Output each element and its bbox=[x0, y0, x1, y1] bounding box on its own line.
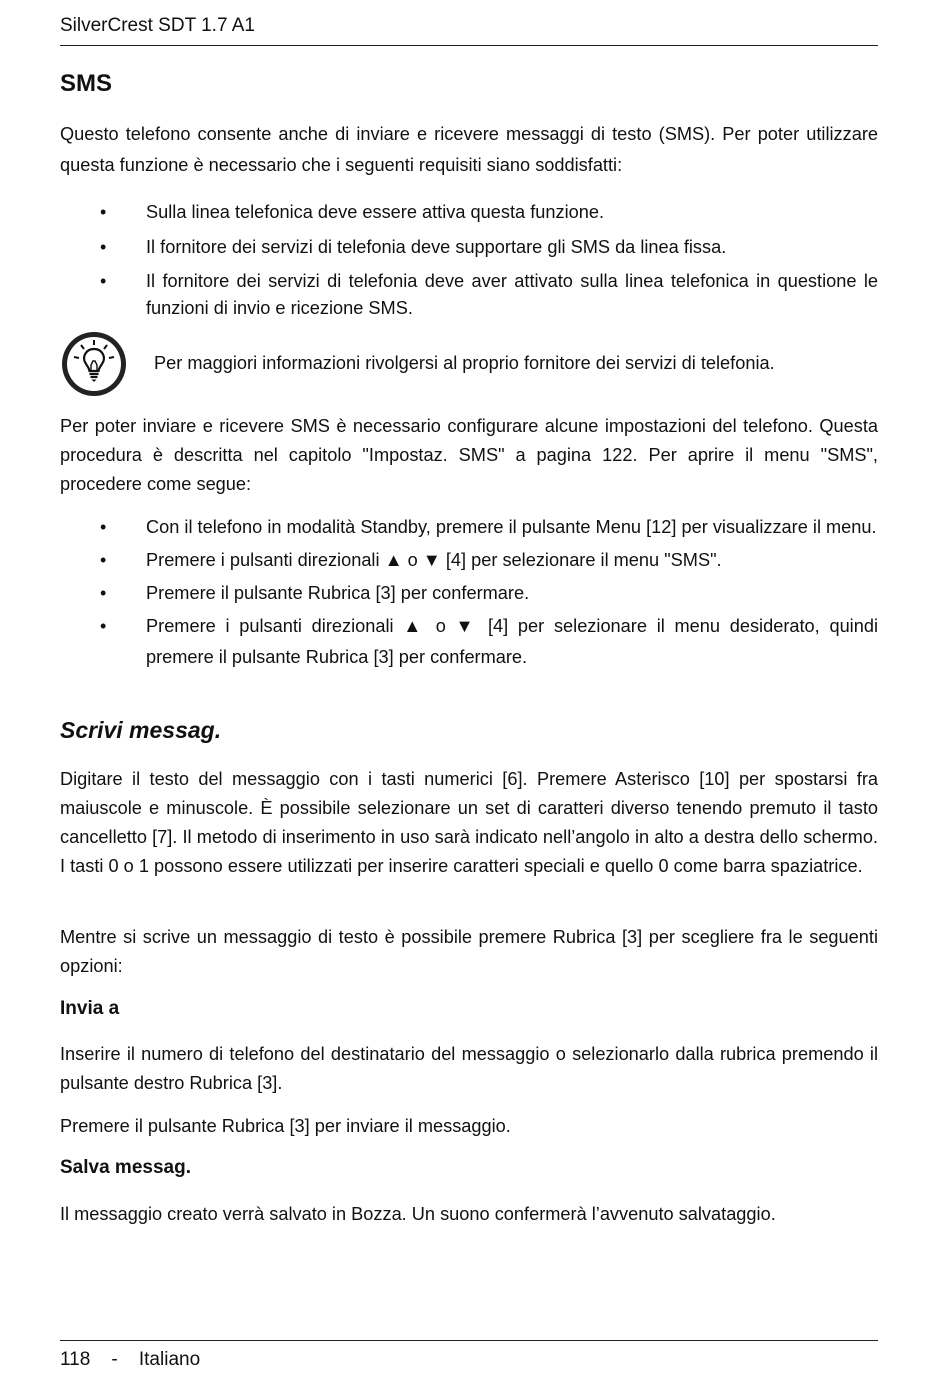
tip-box bbox=[60, 330, 878, 400]
config-paragraph: Per poter inviare e ricevere SMS è necessario configurare alcune impostazioni del telefono. Questa procedura è descritta nel capitolo "Impostaz. SMS" a pagina 122. Per aprire il menu "SMS", procedere come segue: bbox=[60, 416, 878, 494]
send-paragraph: Inserire il numero di telefono del destinatario del messaggio o selezionarlo dalla rubrica premendo il pulsante destro Rubrica [3]. bbox=[60, 1044, 878, 1093]
list-item-text: Il fornitore dei servizi di telefonia deve supportare gli SMS da linea fissa. bbox=[146, 237, 727, 257]
page-number: 118 bbox=[60, 1349, 91, 1370]
page-header bbox=[60, 12, 878, 46]
intro-paragraph: Questo telefono consente anche di inviare e ricevere messaggi di testo (SMS). Per poter utilizzare questa funzione è necessario che i seguenti requisiti siano soddisfatti: bbox=[60, 124, 878, 175]
list-item bbox=[60, 233, 878, 262]
write-paragraph: Digitare il testo del messaggio con i tasti numerici [6]. Premere Asterisco [10] per spostarsi fra maiuscole e minuscole. È possibile selezionare un set di caratteri diverso tenendo premuto il tasto cancelletto [7]. Il metodo di inserimento in uso sarà indicato nell’angolo in alto a destra dello schermo. I tasti 0 o 1 possono essere utilizzati per inserire caratteri speciali e quello 0 come barra spaziatrice. bbox=[60, 769, 878, 876]
list-item-text: Premere i pulsanti direzionali ▲ o ▼ [4] per selezionare il menu desiderato, quindi premere il pulsante Rubrica [3] per confermare. bbox=[146, 616, 878, 667]
steps-list bbox=[60, 512, 878, 673]
list-item bbox=[60, 198, 878, 227]
list-item bbox=[60, 545, 878, 576]
options-paragraph: Mentre si scrive un messaggio di testo è possibile premere Rubrica [3] per scegliere fra le seguenti opzioni: bbox=[60, 927, 878, 976]
send-confirm-paragraph: Premere il pulsante Rubrica [3] per inviare il messaggio. bbox=[60, 1116, 511, 1136]
list-item-text: Premere i pulsanti direzionali ▲ o ▼ [4] per selezionare il menu "SMS". bbox=[146, 550, 722, 570]
list-item-text: Premere il pulsante Rubrica [3] per confermare. bbox=[146, 583, 530, 603]
bullet: • bbox=[100, 237, 107, 257]
requirements-list bbox=[60, 198, 878, 322]
section-heading-sms: SMS bbox=[60, 70, 113, 97]
list-item-text: Con il telefono in modalità Standby, premere il pulsante Menu [12] per visualizzare il menu. bbox=[146, 517, 877, 537]
bullet: • bbox=[100, 202, 107, 222]
list-item-text: Sulla linea telefonica deve essere attiva questa funzione. bbox=[146, 202, 605, 222]
tip-text: Per maggiori informazioni rivolgersi al proprio fornitore dei servizi di telefonia. bbox=[154, 353, 775, 373]
list-item bbox=[60, 578, 878, 609]
section-heading-scrivi-messag: Scrivi messag. bbox=[60, 717, 222, 743]
save-paragraph: Il messaggio creato verrà salvato in Bozza. Un suono confermerà l’avvenuto salvataggio. bbox=[60, 1204, 776, 1224]
bullet: • bbox=[100, 616, 107, 636]
list-item bbox=[60, 512, 878, 543]
lightbulb-icon bbox=[60, 330, 128, 398]
bullet: • bbox=[100, 550, 107, 570]
header-title: SilverCrest SDT 1.7 A1 bbox=[60, 15, 256, 36]
bullet: • bbox=[100, 517, 107, 537]
list-item-text: Il fornitore dei servizi di telefonia deve aver attivato sulla linea telefonica in questione le funzioni di invio e ricezione SMS. bbox=[146, 271, 878, 318]
subheading-salva-messag: Salva messag. bbox=[60, 1157, 191, 1178]
bullet: • bbox=[100, 583, 107, 603]
footer-language: Italiano bbox=[138, 1349, 201, 1370]
bullet: • bbox=[100, 271, 107, 291]
list-item bbox=[60, 268, 878, 322]
subheading-invia-a: Invia a bbox=[60, 998, 120, 1019]
page-footer bbox=[60, 1340, 878, 1375]
footer-separator: - bbox=[111, 1349, 118, 1370]
document-page bbox=[60, 0, 878, 1374]
list-item bbox=[60, 611, 878, 673]
